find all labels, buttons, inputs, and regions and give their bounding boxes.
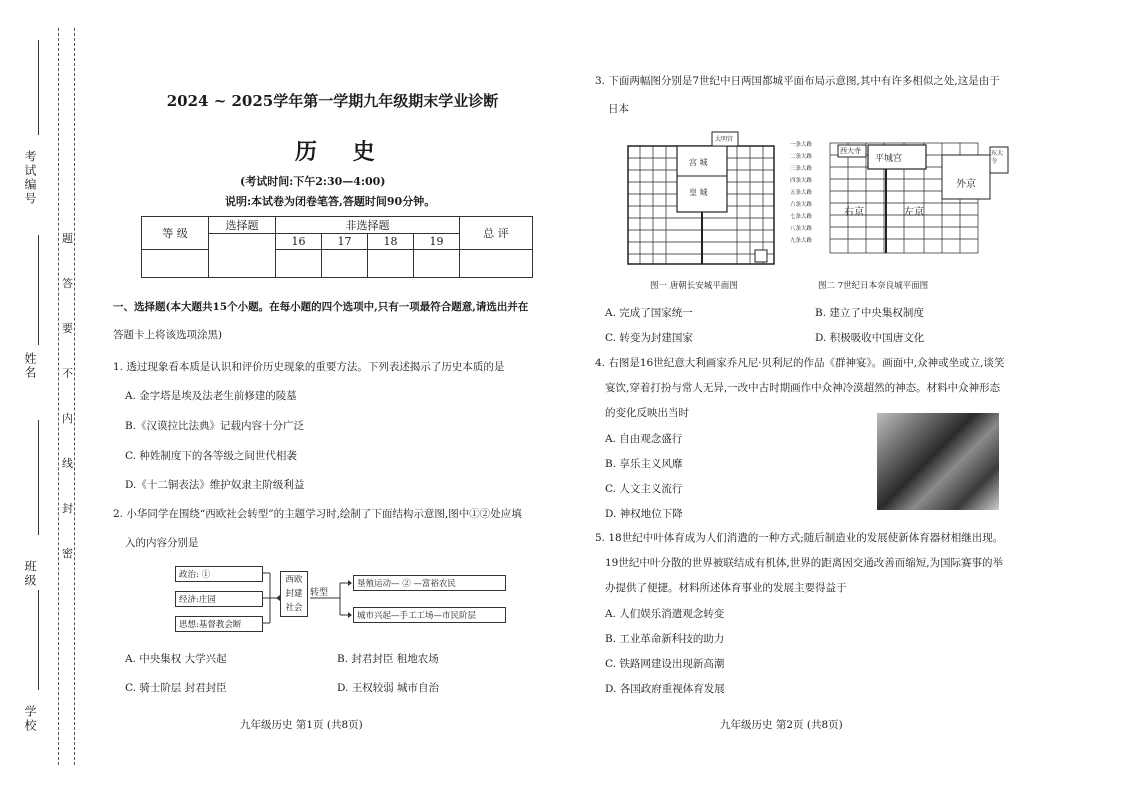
street-label: 一条大路 (790, 142, 813, 148)
q4-option-d[interactable]: D. 神权地位下降 (605, 508, 683, 520)
street-label: 四条大路 (790, 178, 813, 184)
daminggong-label: 大明宫 (715, 136, 734, 143)
page-footer-right: 九年级历史 第2页 (共8页) (720, 719, 843, 731)
question-5-stem-cont: 19世纪中叶分散的世界被联结成有机体,世界的距离因交通改善而缩短,为国际赛事的举 (605, 557, 1004, 569)
q1-option-b[interactable]: B.《汉谟拉比法典》记载内容十分广泛 (125, 420, 305, 432)
city-box: 城市兴起—手工工场—市民阶层 (353, 607, 506, 623)
street-label: 二条大路 (790, 154, 813, 160)
reclamation-box: 垦殖运动— ② —富裕农民 (353, 575, 506, 591)
exam-note: 说明:本试卷为闭卷笔答,答题时间90分钟。 (225, 195, 436, 208)
choice-score[interactable] (209, 234, 276, 278)
q3-option-d[interactable]: D. 积极吸收中国唐文化 (815, 332, 925, 344)
subject-title: 历 史 (295, 139, 389, 165)
question-4-stem-cont: 宴饮,穿着打扮与常人无异,一改中古时期画作中众神冷漠超然的神态。材料中众神形态 (605, 382, 1001, 394)
school-label: 学校 (23, 705, 37, 733)
col-header: 16 (276, 234, 322, 250)
score-cell[interactable] (322, 250, 368, 278)
score-table (141, 216, 533, 278)
q3-option-a[interactable]: A. 完成了国家统一 (605, 307, 693, 319)
politics-box: 政治: ① (175, 566, 263, 582)
q4-option-c[interactable]: C. 人文主义流行 (605, 483, 683, 495)
street-labels (790, 139, 812, 247)
street-label: 七条大路 (790, 214, 813, 220)
choice-header: 选择题 (209, 217, 276, 234)
seal-char: 密 (62, 547, 73, 560)
q5-option-a[interactable]: A. 人们娱乐消遣观念转变 (605, 608, 725, 620)
question-3-stem: 3. 下面两幅图分别是7世纪中日两国都城平面布局示意图,其中有许多相似之处,这是由于 (595, 75, 1000, 87)
answer-line (38, 40, 39, 135)
score-cell[interactable] (414, 250, 460, 278)
nonchoice-header: 非选择题 (276, 217, 460, 234)
q1-option-c[interactable]: C. 种姓制度下的各等级之间世代相袭 (125, 450, 297, 462)
center-line: 西欧 (285, 575, 303, 585)
col-header: 18 (368, 234, 414, 250)
nara-map (790, 133, 1010, 273)
section-heading-cont: 答题卡上将该选项涂黑) (113, 329, 223, 341)
feast-of-gods-painting (877, 413, 999, 510)
exam-time: (考试时间:下午2:30—4:00) (240, 175, 386, 188)
q2-option-d[interactable]: D. 王权较弱 城市自治 (337, 682, 440, 694)
sakyo-label: 左京 (904, 207, 924, 218)
exam-number-label: 考试编号 (23, 150, 37, 206)
q5-option-d[interactable]: D. 各国政府重视体育发展 (605, 683, 725, 695)
section-heading: 一、选择题(本大题共15个小题。在每小题的四个选项中,只有一项最符合题意,请选出并在 (113, 301, 529, 313)
street-label: 六条大路 (790, 202, 813, 208)
class-label: 班级 (23, 560, 37, 588)
street-label: 三条大路 (790, 166, 813, 172)
q5-option-c[interactable]: C. 铁路网建设出现新高潮 (605, 658, 725, 670)
binding-margin (0, 0, 80, 793)
center-line: 封建 (285, 589, 303, 599)
answer-line (38, 590, 39, 690)
question-5-stem-cont: 办提供了便捷。材料所述体育事业的发展主要得益于 (605, 582, 847, 594)
seal-char: 题 (62, 232, 73, 245)
question-1-stem: 1. 透过现象看本质是认识和评价历史现象的重要方法。下列表述揭示了历史本质的是 (113, 361, 505, 373)
seal-char: 封 (62, 502, 73, 515)
seal-char: 线 (62, 457, 73, 470)
question-4-stem-cont: 的变化反映出当时 (605, 407, 689, 419)
score-cell[interactable] (368, 250, 414, 278)
question-3-stem-cont: 日本 (608, 103, 629, 115)
q3-option-c[interactable]: C. 转变为封建国家 (605, 332, 693, 344)
todaiji-label: 东大寺 (991, 150, 1004, 165)
structure-diagram (170, 563, 510, 638)
score-cell[interactable] (276, 250, 322, 278)
exam-title: 2024 ~ 2025学年第一学期九年级期末学业诊断 (166, 92, 499, 110)
q4-option-b[interactable]: B. 享乐主义风靡 (605, 458, 683, 470)
fig2-caption: 图二 7世纪日本奈良城平面图 (818, 281, 929, 291)
total-value[interactable] (460, 250, 533, 278)
imperial-city-label: 皇 城 (689, 188, 708, 197)
grade-cell: 等 级 (142, 217, 209, 250)
palace-city-label: 宫 城 (689, 158, 708, 167)
heijo-palace-label: 平城宫 (875, 154, 903, 164)
q5-option-b[interactable]: B. 工业革命新科技的助力 (605, 633, 725, 645)
col-header: 19 (414, 234, 460, 250)
seal-char: 不 (62, 367, 73, 380)
changan-map (627, 130, 777, 270)
seal-char: 要 (62, 322, 73, 335)
question-2-stem: 2. 小华同学在围绕“西欧社会转型”的主题学习时,绘制了下面结构示意图,图中①②处应填 (113, 508, 522, 520)
name-label: 姓名 (23, 352, 37, 380)
q2-option-b[interactable]: B. 封君封臣 租地农场 (337, 653, 439, 665)
changan-map-drawing (627, 130, 777, 270)
question-5-stem: 5. 18世纪中叶体育成为人们消遣的一种方式;随后制造业的发展使新体育器材相继出现。 (595, 532, 1004, 544)
q1-option-a[interactable]: A. 金字塔是埃及法老生前修建的陵墓 (125, 390, 297, 402)
transform-label: 转型 (310, 588, 329, 598)
feudal-society-box (280, 571, 308, 617)
cut-line (58, 28, 59, 765)
seal-char: 内 (62, 412, 73, 425)
col-header: 17 (322, 234, 368, 250)
street-label: 八条大路 (790, 226, 813, 232)
total-header: 总 评 (460, 217, 533, 250)
seal-char: 答 (62, 277, 73, 290)
answer-line (38, 420, 39, 535)
question-2-stem-cont: 入的内容分别是 (125, 537, 199, 549)
q3-option-b[interactable]: B. 建立了中央集权制度 (815, 307, 924, 319)
question-4-stem: 4. 右图是16世纪意大利画家乔凡尼·贝利尼的作品《群神宴》。画面中,众神或坐或立,谈笑 (595, 357, 1005, 369)
fig1-caption: 图一 唐朝长安城平面图 (650, 281, 738, 291)
cut-line (74, 28, 75, 765)
ukyo-label: 右京 (844, 207, 864, 218)
q2-option-c[interactable]: C. 骑士阶层 封君封臣 (125, 682, 227, 694)
grade-value[interactable] (142, 250, 209, 278)
saidaiji-label: 西大寺 (840, 147, 861, 155)
street-label: 九条大路 (790, 238, 813, 244)
street-label: 五条大路 (790, 190, 813, 196)
thought-box: 思想:基督教会断 (175, 616, 263, 632)
q2-option-a[interactable]: A. 中央集权 大学兴起 (125, 653, 227, 665)
q4-option-a[interactable]: A. 自由观念盛行 (605, 433, 683, 445)
answer-line (38, 235, 39, 345)
q1-option-d[interactable]: D.《十二铜表法》维护奴隶主阶级利益 (125, 479, 305, 491)
center-line: 社会 (285, 603, 303, 613)
economy-box: 经济:庄园 (175, 591, 263, 607)
gekyo-label: 外京 (956, 179, 976, 190)
page-footer-left: 九年级历史 第1页 (共8页) (240, 719, 363, 731)
